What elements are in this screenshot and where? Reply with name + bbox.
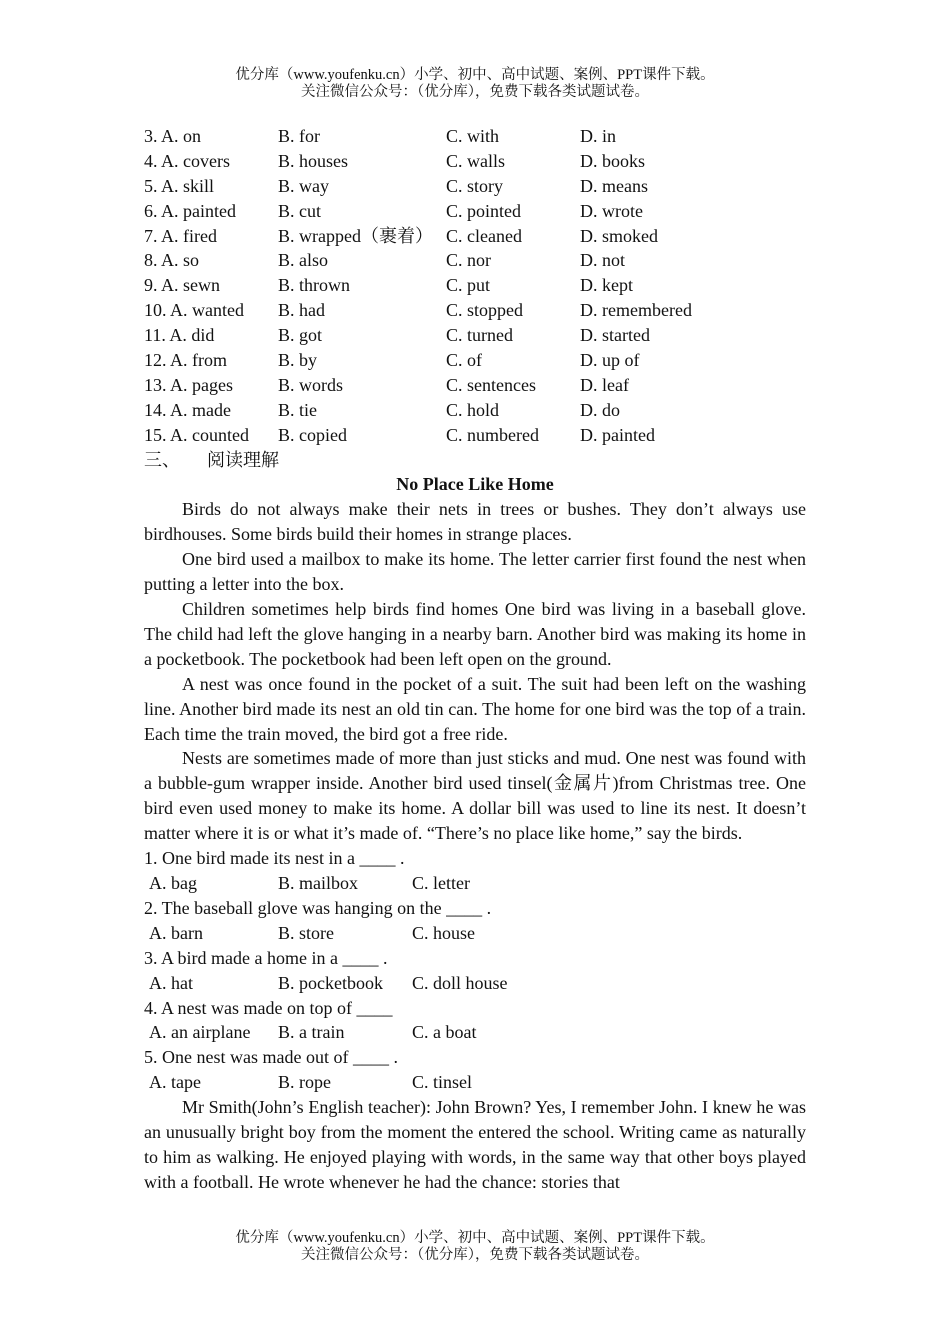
option-a: 8. A. so bbox=[144, 250, 200, 271]
question-options bbox=[144, 1020, 806, 1045]
passage-paragraph: Children sometimes help birds find homes One bird was living in a baseball glove. The child had left the glove hanging in a nearby barn. Another bird was making its home in a pocketbook. The pocketbook had been left open on the ground. bbox=[144, 599, 806, 669]
cloze-row bbox=[144, 348, 806, 373]
option-c: C. walls bbox=[446, 150, 506, 171]
page-content bbox=[144, 124, 806, 1195]
option-b: B. houses bbox=[278, 150, 349, 171]
option-c: C. hold bbox=[446, 399, 500, 420]
option-c: C. of bbox=[446, 350, 482, 371]
option-a: 10. A. wanted bbox=[144, 300, 244, 321]
option-d: D. books bbox=[580, 150, 646, 171]
option-b: B. by bbox=[278, 350, 318, 371]
option-d: D. leaf bbox=[580, 374, 629, 395]
question-options bbox=[144, 1070, 806, 1095]
option-d: D. not bbox=[580, 250, 625, 271]
cloze-row bbox=[144, 199, 806, 224]
answer-option-a: A. bag bbox=[149, 872, 197, 893]
passage-paragraph: A nest was once found in the pocket of a suit. The suit had been left on the washing line. Another bird made its nest an old tin can. The home for one bird was the top of a train. Each time the train moved, the bird got a free ride. bbox=[144, 673, 806, 744]
option-b: B. way bbox=[278, 175, 329, 196]
answer-option-b: B. rope bbox=[278, 1072, 331, 1093]
option-a: 15. A. counted bbox=[144, 424, 249, 445]
cloze-row bbox=[144, 373, 806, 398]
option-a: 14. A. made bbox=[144, 399, 231, 420]
option-c: C. pointed bbox=[446, 200, 521, 221]
option-c: C. nor bbox=[446, 250, 491, 271]
answer-option-b: B. mailbox bbox=[278, 872, 358, 893]
option-a: 13. A. pages bbox=[144, 374, 233, 395]
header-line-2: 关注微信公众号：（优分库），免费下载各类试题试卷。 bbox=[301, 84, 649, 100]
passage-paragraph: Birds do not always make their nets in trees or bushes. They don’t always use birdhouses. Some birds build their homes in strange places. bbox=[144, 499, 806, 545]
option-d: D. wrote bbox=[580, 200, 643, 221]
page-footer bbox=[0, 1230, 950, 1264]
option-a: 9. A. sewn bbox=[144, 275, 220, 296]
option-c: C. sentences bbox=[446, 374, 536, 395]
footer-line-2: 关注微信公众号：（优分库），免费下载各类试题试卷。 bbox=[301, 1247, 649, 1263]
option-d: D. do bbox=[580, 399, 620, 420]
passage-title: No Place Like Home bbox=[396, 474, 554, 495]
question-options bbox=[144, 921, 806, 946]
option-b: B. had bbox=[278, 300, 325, 321]
answer-option-c: C. a boat bbox=[412, 1022, 477, 1043]
option-b: B. also bbox=[278, 250, 329, 271]
option-b: B. got bbox=[278, 325, 323, 346]
option-c: C. with bbox=[446, 126, 500, 146]
answer-option-c: C. house bbox=[412, 922, 475, 943]
option-c: C. cleaned bbox=[446, 225, 522, 246]
option-c: C. stopped bbox=[446, 300, 524, 321]
option-b: B. copied bbox=[278, 424, 347, 445]
cloze-row bbox=[144, 298, 806, 323]
answer-option-b: B. store bbox=[278, 922, 334, 943]
option-a: 7. A. fired bbox=[144, 225, 217, 246]
question-options bbox=[144, 871, 806, 896]
answer-option-b: B. pocketbook bbox=[278, 972, 383, 993]
answer-option-c: C. letter bbox=[412, 872, 470, 893]
option-d: D. means bbox=[580, 175, 648, 196]
question-text: 3. A bird made a home in a ____ . bbox=[144, 947, 388, 968]
cloze-options-table bbox=[144, 124, 806, 448]
option-c: C. story bbox=[446, 175, 504, 196]
question-list bbox=[144, 846, 806, 1095]
passage-paragraph: Nests are sometimes made of more than just sticks and mud. One nest was found with a bubble-gum wrapper inside. Another bird used tinsel(金属片)from Christmas tree. One bird even used money to make its home. A dollar bill was used to line its nest. It doesn’t matter where it is or what it’s made of. “There’s no place like home,” say the birds. bbox=[144, 748, 806, 844]
question-text: 2. The baseball glove was hanging on the ____ . bbox=[144, 897, 492, 918]
answer-option-a: A. barn bbox=[149, 922, 203, 943]
question-text: 4. A nest was made on top of ____ bbox=[144, 997, 393, 1018]
option-c: C. turned bbox=[446, 325, 513, 346]
option-b: B. for bbox=[278, 126, 320, 146]
answer-option-b: B. a train bbox=[278, 1022, 345, 1043]
cloze-row bbox=[144, 224, 806, 249]
page-header bbox=[0, 67, 950, 101]
option-d: D. smoked bbox=[580, 225, 658, 246]
option-d: D. in bbox=[580, 126, 616, 146]
option-b: B. wrapped（裹着） bbox=[278, 225, 433, 246]
passage-paragraph: One bird used a mailbox to make its home. The letter carrier first found the nest when putting a letter into the box. bbox=[144, 549, 806, 595]
cloze-row bbox=[144, 423, 806, 448]
option-a: 11. A. did bbox=[144, 325, 215, 346]
option-d: D. painted bbox=[580, 424, 655, 445]
question-text: 5. One nest was made out of ____ . bbox=[144, 1047, 398, 1068]
option-d: D. remembered bbox=[580, 300, 692, 321]
option-a: 5. A. skill bbox=[144, 175, 215, 196]
option-a: 12. A. from bbox=[144, 350, 227, 371]
option-c: C. numbered bbox=[446, 424, 539, 445]
cloze-row bbox=[144, 273, 806, 298]
option-c: C. put bbox=[446, 275, 491, 296]
cloze-row bbox=[144, 124, 806, 149]
option-b: B. tie bbox=[278, 399, 317, 420]
cloze-row bbox=[144, 174, 806, 199]
cloze-row bbox=[144, 323, 806, 348]
passage2-paragraph: Mr Smith(John’s English teacher): John Brown? Yes, I remember John. I knew he was an unusually bright boy from the moment the entered the school. Writing came as naturally to him as walking. He enjoyed playing with words, in the same way that other boys played with a football. He wrote whenever he had the chance: stories that bbox=[144, 1097, 806, 1192]
answer-option-a: A. tape bbox=[149, 1072, 201, 1093]
answer-option-c: C. tinsel bbox=[412, 1072, 473, 1093]
option-b: B. words bbox=[278, 374, 344, 395]
option-d: D. started bbox=[580, 325, 650, 346]
option-a: 4. A. covers bbox=[144, 150, 230, 171]
cloze-row bbox=[144, 398, 806, 423]
cloze-row bbox=[144, 149, 806, 174]
option-d: D. up of bbox=[580, 350, 640, 371]
option-a: 6. A. painted bbox=[144, 200, 236, 221]
question-text: 1. One bird made its nest in a ____ . bbox=[144, 848, 405, 869]
answer-option-a: A. an airplane bbox=[149, 1022, 251, 1043]
question-options bbox=[144, 971, 806, 996]
cloze-row bbox=[144, 248, 806, 273]
answer-option-a: A. hat bbox=[149, 972, 193, 993]
footer-line-1: 优分库（www.youfenku.cn）小学、初中、高中试题、案例、PPT课件下载。 bbox=[235, 1230, 715, 1246]
header-line-1: 优分库（www.youfenku.cn）小学、初中、高中试题、案例、PPT课件下载。 bbox=[235, 67, 715, 83]
answer-option-c: C. doll house bbox=[412, 972, 508, 993]
option-b: B. cut bbox=[278, 200, 321, 221]
option-b: B. thrown bbox=[278, 275, 350, 296]
option-a: 3. A. on bbox=[144, 126, 202, 146]
section-heading: 三、 阅读理解 bbox=[144, 449, 279, 470]
option-d: D. kept bbox=[580, 275, 633, 296]
